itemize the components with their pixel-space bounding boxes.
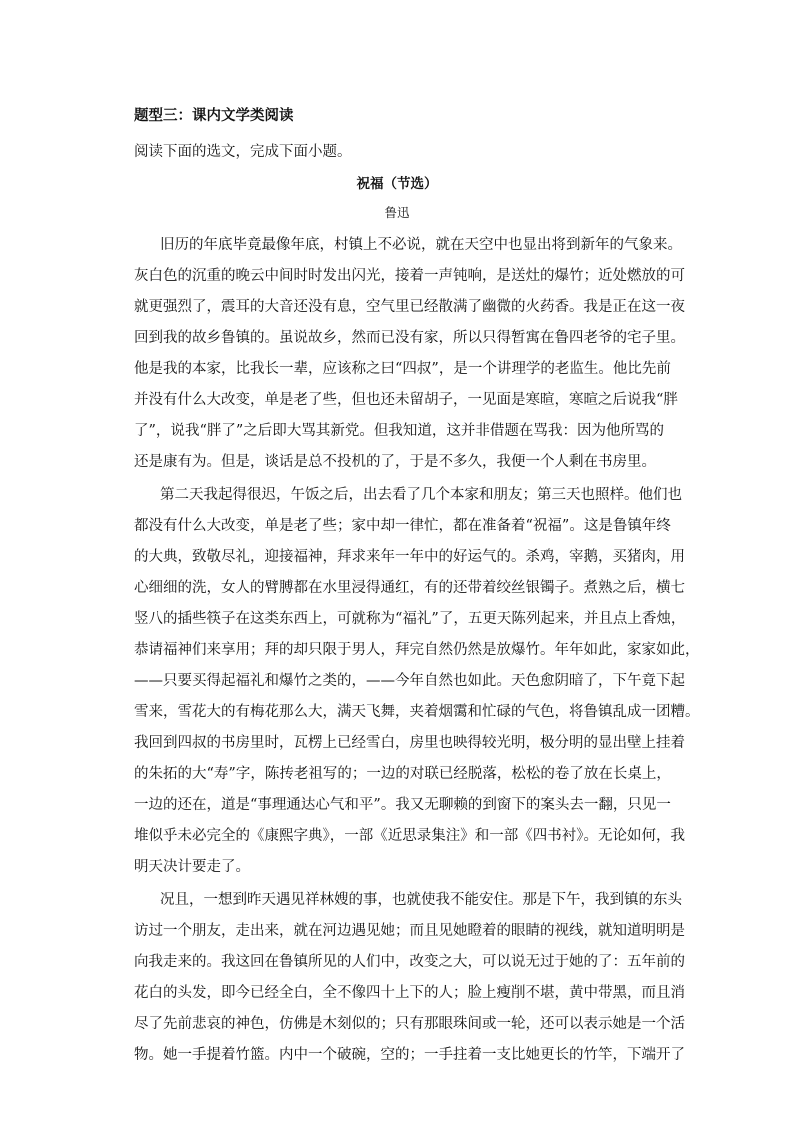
text-line: 尽了先前悲哀的神色，仿佛是木刻似的；只有那眼珠间或一轮，还可以表示她是一个活 [134,1016,685,1032]
text-line: 竖八的插些筷子在这类东西上，可就称为“福礼”了，五更天陈列起来，并且点上香烛， [134,611,686,627]
text-line: 我回到四叔的书房里时，瓦楞上已经雪白，房里也映得较光明，极分明的显出壁上挂着 [134,735,685,751]
text-line: ——只要买得起福礼和爆竹之类的，——今年自然也如此。天色愈阴暗了，下午竟下起 [134,673,685,689]
text-line: 物。她一手提着竹篮。内中一个破碗，空的；一手拄着一支比她更长的竹竿，下端开了 [134,1047,685,1063]
text-line: 的朱拓的大“寿”字，陈抟老祖写的；一边的对联已经脱落，松松的卷了放在长桌上， [134,766,671,782]
text-line: 堆似乎未必完全的《康熙字典》，一部《近思录集注》和一部《四书衬》。无论如何，我 [134,828,685,844]
text-line: 就更强烈了，震耳的大音还没有息，空气里已经散满了幽微的火药香。我是正在这一夜 [134,299,685,315]
text-line: 还是康有为。但是，谈话是总不投机的了，于是不多久，我便一个人剩在书房里。 [134,454,656,470]
article-title: 祝福（节选） [356,176,438,192]
text-line: 心细细的洗，女人的臂膊都在水里浸得通红，有的还带着绞丝银镯子。煮熟之后，横七 [134,580,685,596]
section-heading: 题型三：课内文学类阅读 [134,108,294,124]
article-author: 鲁迅 [384,205,410,220]
text-line: 的大典，致敬尽礼，迎接福神，拜求来年一年中的好运气的。杀鸡，宰鹅，买猪肉，用 [134,549,685,565]
text-line: 恭请福神们来享用；拜的却只限于男人，拜完自然仍然是放爆竹。年年如此，家家如此， [134,642,700,658]
text-line: 都没有什么大改变，单是老了些；家中却一律忙，都在准备着“祝福”。这是鲁镇年终 [134,518,671,534]
text-line: 明天决计要走了。 [134,859,250,875]
text-line: 花白的头发，即今已经全白，全不像四十上下的人；脸上瘦削不堪，黄中带黑，而且消 [134,985,685,1001]
text-line: 回到我的故乡鲁镇的。虽说故乡，然而已没有家，所以只得暂寓在鲁四老爷的宅子里。 [134,330,685,346]
text-line: 旧历的年底毕竟最像年底，村镇上不必说，就在天空中也显出将到新年的气象来。 [160,237,682,253]
text-line: 了”，说我“胖了”之后即大骂其新党。但我知道，这并非借题在骂我：因为他所骂的 [134,423,664,439]
text-line: 他是我的本家，比我长一辈，应该称之曰“四叔”，是一个讲理学的老监生。他比先前 [134,361,671,377]
reading-instruction: 阅读下面的选文，完成下面小题。 [134,144,352,160]
text-line: 并没有什么大改变，单是老了些，但也还未留胡子，一见面是寒暄，寒暄之后说我“胖 [134,392,678,408]
text-line: 向我走来的。我这回在鲁镇所见的人们中，改变之大，可以说无过于她的了：五年前的 [134,954,685,970]
text-line: 况且，一想到昨天遇见祥林嫂的事，也就使我不能安住。那是下午，我到镇的东头 [160,892,682,908]
text-line: 灰白色的沉重的晚云中间时时发出闪光，接着一声钝响，是送灶的爆竹；近处燃放的可 [134,268,685,284]
text-line: 一边的还在，道是“事理通达心气和平”。我又无聊赖的到窗下的案头去一翻，只见一 [134,797,671,813]
text-line: 访过一个朋友，走出来，就在河边遇见她；而且见她瞪着的眼睛的视线，就知道明明是 [134,923,685,939]
text-line: 第二天我起得很迟，午饭之后，出去看了几个本家和朋友；第三天也照样。他们也 [160,487,682,503]
text-line: 雪来，雪花大的有梅花那么大，满天飞舞，夹着烟霭和忙碌的气色，将鲁镇乱成一团糟。 [134,704,700,720]
